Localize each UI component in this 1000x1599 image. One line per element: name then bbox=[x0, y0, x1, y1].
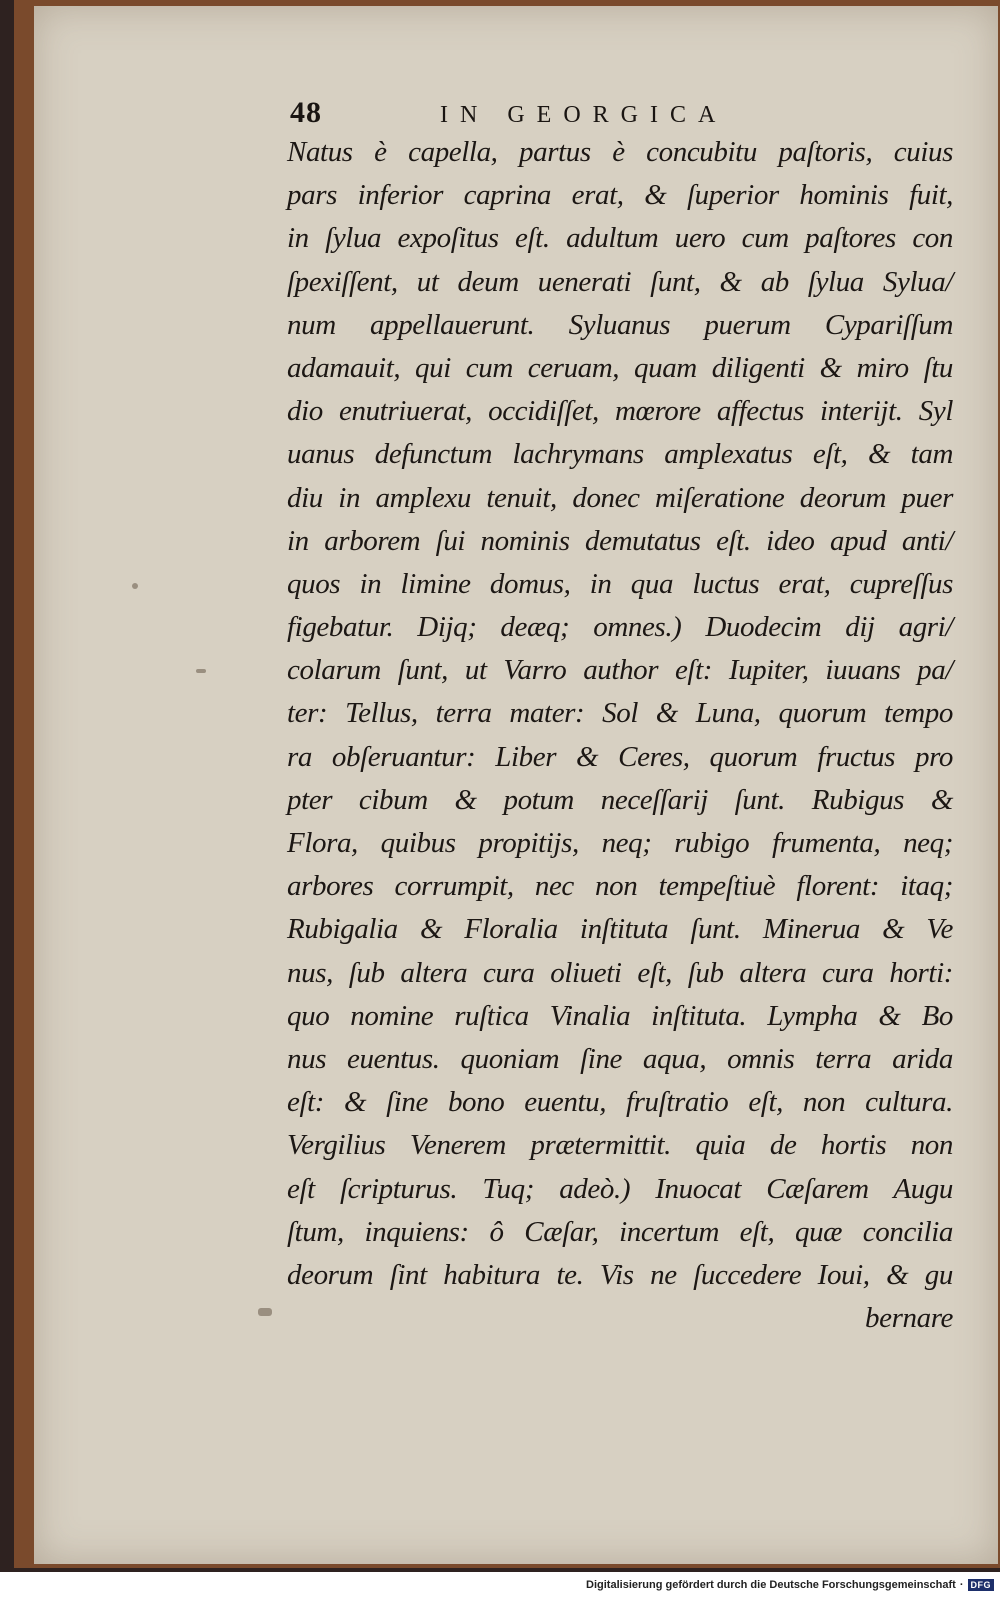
text-line: Rubigalia & Floralia inſtituta ſunt. Minerua & Ve bbox=[287, 913, 953, 946]
text-line: colarum ſunt, ut Varro author eſt: Iupiter, iuuans pa/ bbox=[287, 654, 953, 687]
ink-speck bbox=[258, 1308, 272, 1316]
text-line: dio enutriuerat, occidiſſet, mœrore affectus interijt. Syl bbox=[287, 395, 953, 428]
text-line: ſtum, inquiens: ô Cæſar, incertum eſt, quæ concilia bbox=[287, 1215, 953, 1248]
catchword: bernare bbox=[865, 1302, 953, 1335]
text-line: deorum ſint habitura te. Vis ne ſuccedere Ioui, & gu bbox=[287, 1258, 953, 1291]
text-line: ſpexiſſent, ut deum uenerati ſunt, & ab ſylua Sylua/ bbox=[287, 265, 953, 298]
text-line: quo nomine ruſtica Vinalia inſtituta. Lympha & Bo bbox=[287, 999, 953, 1032]
text-line: figebatur. Dijq; deæq; omnes.) Duodecim dij agri/ bbox=[287, 611, 953, 644]
body-text bbox=[287, 131, 953, 1340]
text-line: num appellauerunt. Syluanus puerum Cypariſſum bbox=[287, 308, 953, 341]
text-line: adamauit, qui cum ceruam, quam diligenti & miro ſtu bbox=[287, 351, 953, 384]
running-head: IN GEORGICA bbox=[440, 102, 728, 128]
text-line: arbores corrumpit, nec non tempeſtiuè florent: itaq; bbox=[287, 870, 953, 903]
credit-separator: · bbox=[959, 1579, 964, 1591]
text-line: ter: Tellus, terra mater: Sol & Luna, quorum tempo bbox=[287, 697, 953, 730]
text-line: pter cibum & potum neceſſarij ſunt. Rubigus & bbox=[287, 783, 953, 816]
text-line: Natus è capella, partus è concubitu paſtoris, cuius bbox=[287, 136, 953, 168]
text-line: pars inferior caprina erat, & ſuperior hominis fuit, bbox=[287, 179, 953, 212]
text-line: quos in limine domus, in qua luctus erat, cupreſſus bbox=[287, 567, 953, 600]
text-line: nus euentus. quoniam ſine aqua, omnis terra arida bbox=[287, 1042, 953, 1075]
text-line: nus, ſub altera cura oliueti eſt, ſub altera cura horti: bbox=[287, 956, 953, 989]
text-line: in arborem ſui nominis demutatus eſt. ideo apud anti/ bbox=[287, 524, 953, 557]
text-line: uanus defunctum lachrymans amplexatus eſt, & tam bbox=[287, 438, 953, 471]
text-line: in ſylua expoſitus eſt. adultum uero cum paſtores con bbox=[287, 222, 953, 255]
text-line: Flora, quibus propitijs, neq; rubigo frumenta, neq; bbox=[287, 827, 953, 859]
page-header bbox=[290, 96, 950, 132]
page-number: 48 bbox=[290, 96, 322, 129]
ink-speck bbox=[196, 669, 206, 673]
digitization-credit bbox=[586, 1579, 994, 1591]
text-line: eſt: & ſine bono euentu, fruſtratio eſt, non cultura. bbox=[287, 1086, 953, 1119]
text-line: diu in amplexu tenuit, donec miſeratione deorum puer bbox=[287, 481, 953, 514]
ink-speck bbox=[132, 583, 138, 589]
dfg-logo-icon: DFG bbox=[968, 1579, 995, 1591]
text-line: Vergilius Venerem prætermittit. quia de hortis non bbox=[287, 1129, 953, 1162]
text-line: ra obſeruantur: Liber & Ceres, quorum fructus pro bbox=[287, 740, 953, 773]
credit-text: Digitalisierung gefördert durch die Deutsche Forschungsgemeinschaft bbox=[586, 1579, 956, 1591]
text-line: eſt ſcripturus. Tuq; adeò.) Inuocat Cæſarem Augu bbox=[287, 1172, 953, 1205]
